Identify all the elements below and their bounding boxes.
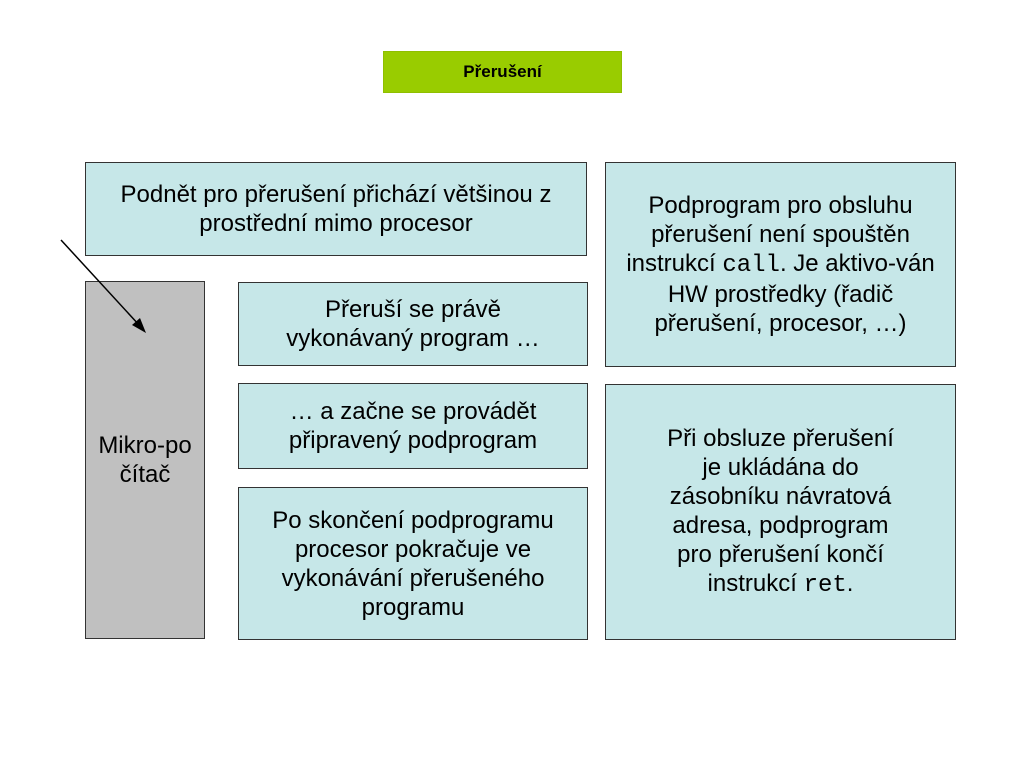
call-instruction: call — [722, 252, 780, 279]
return-address-text — [656, 424, 905, 600]
service-routine-part2: . Je aktivo-ván HW prostředky (řadič přerušení, procesor, …) — [654, 250, 935, 337]
slide-title — [383, 51, 622, 93]
interrupt-source-box — [85, 162, 587, 256]
return-address-box — [605, 384, 956, 640]
service-routine-box — [605, 162, 956, 367]
start-subprogram-text: … a začne se provádět připravený podprogram — [288, 398, 538, 454]
interrupt-program-text: Přeruší se právě vykonávaný program … — [286, 296, 540, 352]
microcomputer-label: Mikro-počítač — [98, 432, 192, 488]
service-routine-part1: Podprogram pro obsluhu přerušení není spouštěn instrukcí — [626, 192, 913, 277]
microcomputer-box — [85, 281, 205, 639]
ret-instruction: ret — [803, 572, 847, 599]
start-subprogram-box — [238, 383, 588, 469]
service-routine-text — [620, 191, 941, 338]
interrupt-source-text: Podnět pro přerušení přichází většinou z prostřední mimo procesor — [120, 181, 552, 237]
after-subprogram-text: Po skončení podprogramu procesor pokračuje ve vykonávání přerušeného programu — [272, 506, 554, 621]
after-subprogram-box — [238, 487, 588, 640]
return-address-part1: Při obsluze přerušení je ukládána do zásobníku návratová adresa, podprogram pro přerušení končí instrukcí — [667, 425, 894, 597]
return-address-part2: . — [846, 570, 854, 597]
slide-title-text: Přerušení — [463, 62, 542, 81]
interrupt-program-box — [238, 282, 588, 366]
